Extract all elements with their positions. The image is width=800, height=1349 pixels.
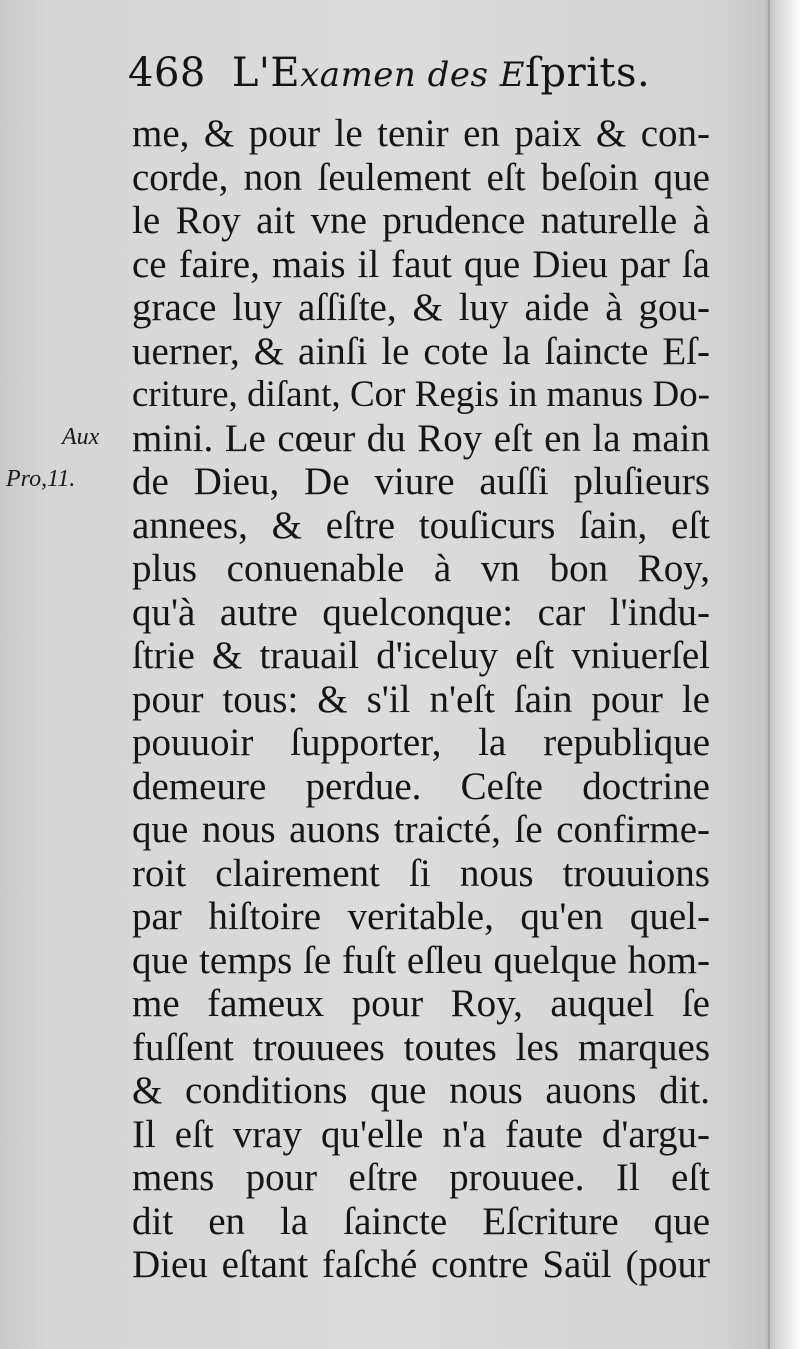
running-title-suffix: ſprits. [525,50,651,96]
text-line: plus conuenable à vn bon Roy, [132,547,710,590]
text-line: pouuoir ſupporter, la republique [132,721,710,764]
text-line: Dieu eſtant faſché contre Saül (pour [132,1243,710,1286]
body-text [132,112,710,1287]
text-line: fuſſent trouuees toutes les marques [132,1025,710,1069]
text-line: que temps ſe fuſt eſleu quelque hom- [132,938,710,982]
text-line: de Dieu, De viure auſſi pluſieurs [132,460,710,503]
text-line: dit en la ſaincte Eſcriture que [132,1199,710,1243]
text-line: grace luy aſſiſte, & luy aide à gou- [132,286,710,329]
text-line: roit clairement ſi nous trouuions [132,851,710,895]
text-line: le Roy ait vne prudence naturelle à [132,199,710,242]
page-gutter-shadow [766,0,800,1349]
text-line: ſtrie & trauail d'iceluy eſt vniuerſel [132,634,710,677]
running-head [128,50,650,96]
running-title-italic: xamen des E [300,55,526,95]
text-line: Il eſt vray qu'elle n'a faute d'argu- [132,1112,710,1156]
marginal-note-line-1: Aux [62,424,100,450]
marginal-note-line-2: Pro,11. [6,466,76,492]
text-line: mini. Le cœur du Roy eſt en la main [132,416,710,460]
text-line: uerner, & ainſi le cote la ſaincte Eſ- [132,329,710,373]
text-line: qu'à autre quelconque: car l'indu- [132,590,710,634]
text-line: annees, & eſtre touſicurs ſain, eſt [132,503,710,547]
text-line: me fameux pour Roy, auquel ſe [132,982,710,1025]
text-line: demeure perdue. Ceſte doctrine [132,764,710,808]
text-line: corde, non ſeulement eſt beſoin que [132,155,710,199]
page-number: 468 [128,50,206,96]
running-title-prefix: L'E [231,50,301,96]
text-line: mens pour eſtre prouuee. Il eſt [132,1156,710,1199]
text-line: & conditions que nous auons dit. [132,1069,710,1112]
text-line: par hiſtoire veritable, qu'en quel- [132,895,710,938]
text-line: me, & pour le tenir en paix & con- [132,112,710,155]
text-line: criture, diſant, Cor Regis in manus Do- [132,374,710,415]
text-line: que nous auons traicté, ſe confirme- [132,808,710,851]
text-line: pour tous: & s'il n'eſt ſain pour le [132,677,710,721]
page-edge [768,0,770,1349]
text-line: ce faire, mais il faut que Dieu par ſa [132,242,710,286]
